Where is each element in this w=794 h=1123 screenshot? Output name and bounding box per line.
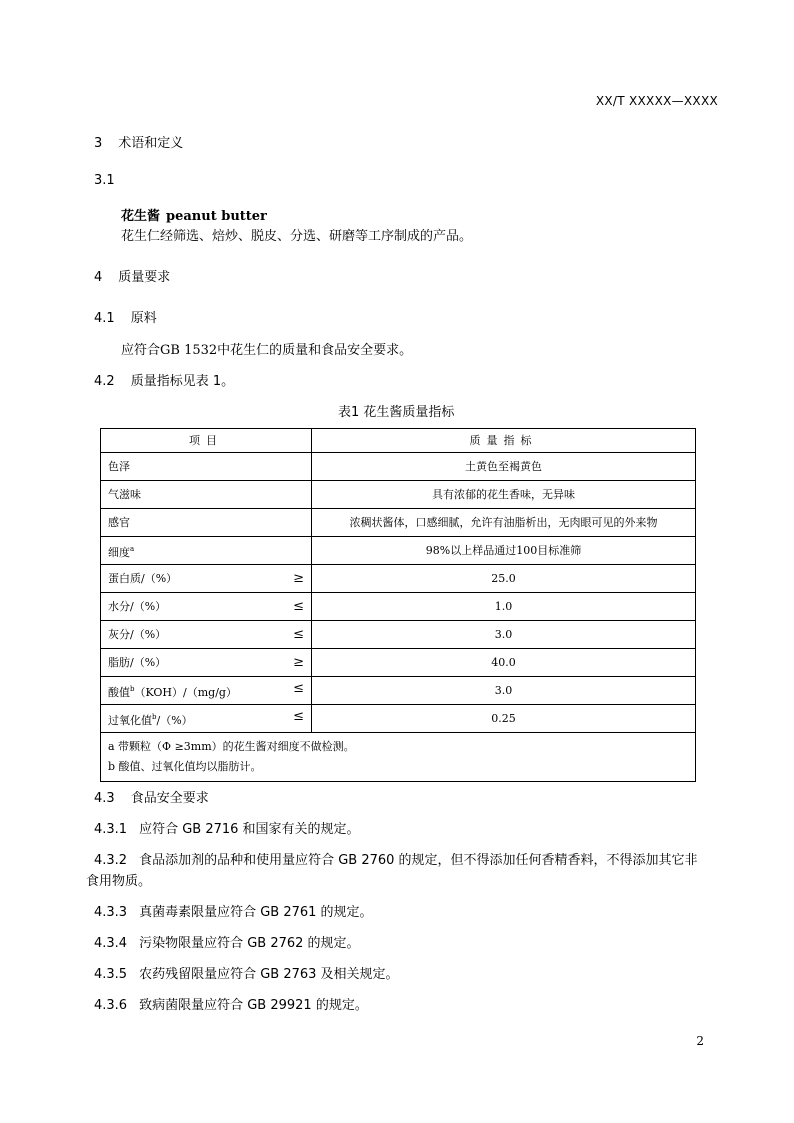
item-unit: /（%） xyxy=(156,713,193,727)
row-value: 98%以上样品通过100目标准筛 xyxy=(312,537,696,565)
clause-number: 4.3.2 xyxy=(94,853,128,868)
table-row xyxy=(101,705,696,733)
section-4-heading xyxy=(94,266,170,285)
document-code: XX/T XXXXX—XXXX xyxy=(595,94,718,108)
row-item xyxy=(101,453,312,481)
clause-text: 致病菌限量应符合 GB 29921 的规定。 xyxy=(139,998,368,1013)
section-title: 质量要求 xyxy=(118,270,171,285)
item-label: 细度 xyxy=(108,545,130,559)
section-4-1-heading xyxy=(94,307,157,326)
row-value: 具有浓郁的花生香味，无异味 xyxy=(312,481,696,509)
row-item xyxy=(101,649,312,677)
clause-4-3-6 xyxy=(94,994,368,1013)
term-chinese: 花生酱 xyxy=(121,209,161,224)
table-caption: 表1 花生酱质量指标 xyxy=(338,405,455,420)
section-title: 术语和定义 xyxy=(118,136,184,151)
section-title: 原料 xyxy=(130,311,157,326)
comparison-sign: ≤ xyxy=(293,598,304,614)
row-value: 25.0 xyxy=(312,565,696,593)
row-item xyxy=(101,509,312,537)
term-english: peanut butter xyxy=(166,209,267,224)
section-3-heading xyxy=(94,132,183,151)
item-label: 色泽 xyxy=(108,459,130,473)
row-item xyxy=(101,565,312,593)
row-value: 3.0 xyxy=(312,621,696,649)
row-item xyxy=(101,481,312,509)
header-indicator: 质量指标 xyxy=(312,429,696,453)
item-label: 酸值 xyxy=(108,685,130,699)
table-row xyxy=(101,677,696,705)
section-number: 4.3 xyxy=(94,791,115,806)
clause-number: 4.3.4 xyxy=(94,936,128,951)
item-label: 过氧化值 xyxy=(108,713,152,727)
footnote-marker: a xyxy=(130,544,135,553)
table-row xyxy=(101,481,696,509)
row-item xyxy=(101,677,312,705)
clause-number: 4.3.6 xyxy=(94,998,128,1013)
table-row xyxy=(101,509,696,537)
comparison-sign: ≤ xyxy=(293,708,304,724)
table-header-row xyxy=(101,429,696,453)
clause-4-3-2 xyxy=(94,849,698,868)
clause-text: 农药残留限量应符合 GB 2763 及相关规定。 xyxy=(139,967,399,982)
clause-4-3-4 xyxy=(94,932,360,951)
item-label: 脂肪/（%） xyxy=(108,655,167,669)
footnote-marker: b xyxy=(152,712,157,721)
clause-4-3-5 xyxy=(94,963,399,982)
comparison-sign: ≥ xyxy=(293,654,304,670)
section-number: 4.2 xyxy=(94,374,115,389)
term-definition: 花生仁经筛选、焙炒、脱皮、分选、研磨等工序制成的产品。 xyxy=(121,229,473,244)
section-4-3-heading xyxy=(94,787,209,806)
section-3-1-number: 3.1 xyxy=(94,173,115,188)
table-note: b 酸值、过氧化值均以脂肪计。 xyxy=(108,760,262,773)
table-row xyxy=(101,621,696,649)
table-row xyxy=(101,593,696,621)
clause-number: 4.3.5 xyxy=(94,967,128,982)
item-label: 蛋白质/（%） xyxy=(108,571,178,585)
quality-indicator-table xyxy=(100,428,696,782)
section-number: 4.1 xyxy=(94,311,115,326)
item-label: 感官 xyxy=(108,515,130,529)
row-value: 浓稠状酱体，口感细腻，允许有油脂析出，无肉眼可见的外来物 xyxy=(312,509,696,537)
clause-4-3-1 xyxy=(94,818,360,837)
row-value: 0.25 xyxy=(312,705,696,733)
comparison-sign: ≤ xyxy=(293,680,304,696)
clause-4-3-2-continuation: 食用物质。 xyxy=(86,874,152,889)
row-item xyxy=(101,537,312,565)
clause-4-3-3 xyxy=(94,901,373,920)
section-number: 4 xyxy=(94,270,103,285)
comparison-sign: ≥ xyxy=(293,570,304,586)
section-number: 3 xyxy=(94,136,103,151)
section-4-1-text: 应符合GB 1532中花生仁的质量和食品安全要求。 xyxy=(121,343,413,358)
term-entry xyxy=(121,205,267,224)
table-notes xyxy=(101,733,696,782)
header-item: 项目 xyxy=(101,429,312,453)
table-row xyxy=(101,537,696,565)
row-value: 40.0 xyxy=(312,649,696,677)
clause-number: 4.3.3 xyxy=(94,905,128,920)
item-label: 灰分/（%） xyxy=(108,627,167,641)
table-row xyxy=(101,649,696,677)
clause-text: 污染物限量应符合 GB 2762 的规定。 xyxy=(139,936,360,951)
item-unit: （KOH）/（mg/g） xyxy=(134,685,237,699)
item-label: 水分/（%） xyxy=(108,599,167,613)
section-title: 质量指标见表 1。 xyxy=(130,374,235,389)
table-row xyxy=(101,453,696,481)
table-notes-row xyxy=(101,733,696,782)
clause-number: 4.3.1 xyxy=(94,822,128,837)
section-title: 食品安全要求 xyxy=(130,791,209,806)
clause-text: 应符合 GB 2716 和国家有关的规定。 xyxy=(139,822,360,837)
item-label: 气滋味 xyxy=(108,487,141,501)
footnote-marker: b xyxy=(130,684,135,693)
row-value: 1.0 xyxy=(312,593,696,621)
page-number: 2 xyxy=(696,1034,704,1048)
table-note: a 带颗粒（Φ ≥3mm）的花生酱对细度不做检测。 xyxy=(108,740,355,753)
row-value: 土黄色至褐黄色 xyxy=(312,453,696,481)
row-item xyxy=(101,705,312,733)
section-4-2-heading xyxy=(94,370,234,389)
clause-text: 食品添加剂的品种和使用量应符合 GB 2760 的规定，但不得添加任何香精香料，不得添加其它非 xyxy=(139,853,698,868)
table-row xyxy=(101,565,696,593)
row-value: 3.0 xyxy=(312,677,696,705)
row-item xyxy=(101,621,312,649)
clause-text: 真菌毒素限量应符合 GB 2761 的规定。 xyxy=(139,905,373,920)
row-item xyxy=(101,593,312,621)
comparison-sign: ≤ xyxy=(293,626,304,642)
